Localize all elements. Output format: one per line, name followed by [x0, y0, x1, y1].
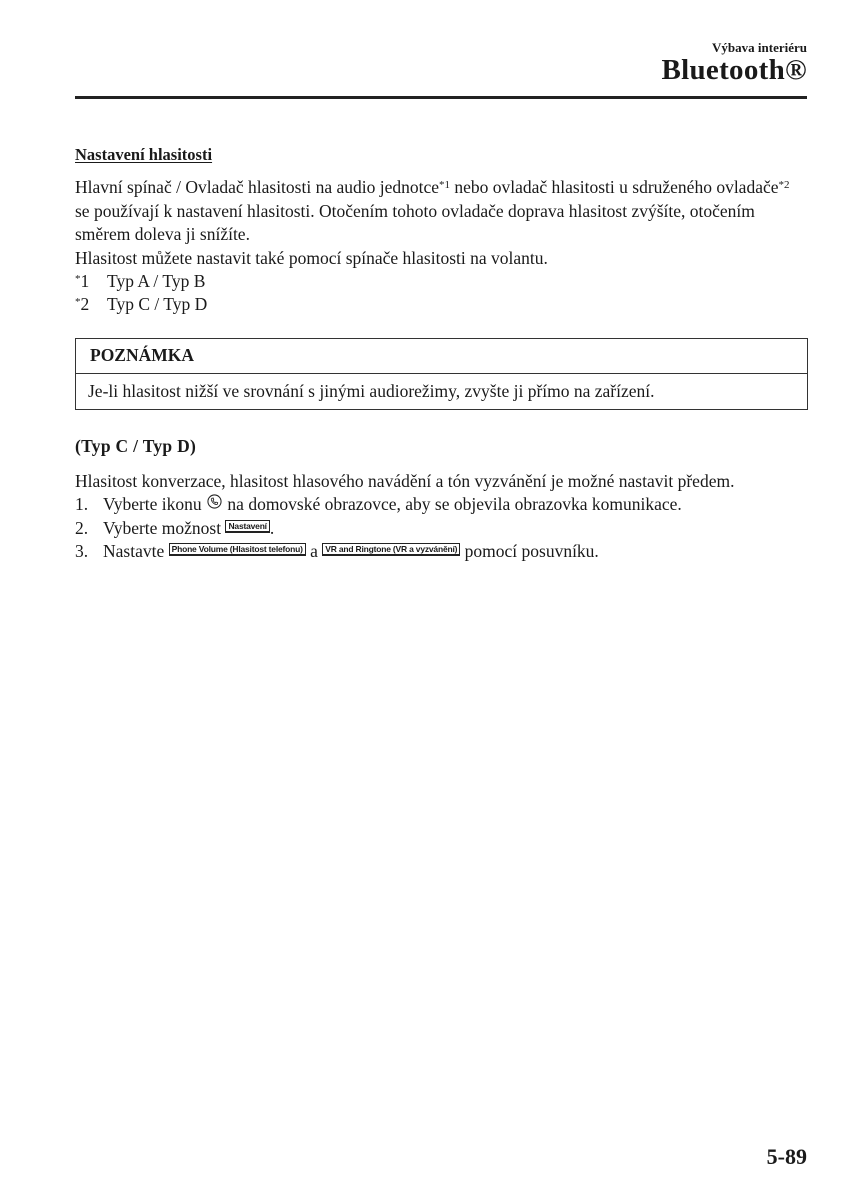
- text-fragment: se používají k nastavení hlasitosti. Otočením tohoto ovladače doprava hlasitost zvýšíte, otočením směrem doleva ji snížíte.: [75, 200, 755, 245]
- paragraph-steering-switch: Hlasitost můžete nastavit také pomocí spínače hlasitosti na volantu.: [75, 247, 548, 268]
- footnote-ref: *2: [778, 179, 790, 192]
- step-item: [75, 493, 807, 516]
- subsection-heading: (Typ C / Typ D): [75, 436, 197, 456]
- text-fragment: nebo ovladač hlasitosti u sdruženého ovladače: [450, 177, 779, 198]
- paragraph-intro: Hlasitost konverzace, hlasitost hlasového navádění a tón vyzvánění je možné nastavit předem.: [75, 471, 735, 491]
- footnote: [75, 270, 807, 293]
- text-fragment: a: [305, 541, 323, 562]
- footnote-number: 2: [80, 294, 90, 315]
- phone-volume-button-label: Phone Volume (Hlasitost telefonu): [169, 543, 306, 556]
- page-number: 5-89: [766, 1144, 807, 1169]
- footnotes: [75, 270, 807, 317]
- text-fragment: Hlavní spínač / Ovladač hlasitosti na audio jednotce: [75, 177, 439, 198]
- text-fragment: Nastavte: [103, 541, 169, 562]
- footnote-number: 1: [80, 271, 90, 292]
- step-number: 3.: [75, 541, 89, 562]
- footnote-mark: *: [75, 273, 81, 286]
- note-title: POZNÁMKA: [76, 339, 807, 374]
- volume-section: [75, 143, 807, 317]
- footnote-mark: *: [75, 296, 81, 309]
- vr-ringtone-button-label: VR and Ringtone (VR a vyzvánění): [322, 543, 460, 556]
- text-fragment: na domovské obrazovce, aby se objevila obrazovka komunikace.: [223, 494, 682, 515]
- section-label: Výbava interiéru: [712, 40, 807, 55]
- chapter-title: Bluetooth®: [661, 54, 807, 86]
- text-fragment: Vyberte ikonu: [103, 494, 207, 515]
- header-rule: [75, 96, 807, 99]
- text-fragment: Vyberte možnost: [103, 517, 226, 538]
- step-item: [75, 517, 807, 540]
- footnote-ref: *1: [439, 179, 450, 192]
- step-number: 1.: [75, 494, 89, 515]
- steps-list: [75, 493, 807, 563]
- footnote-text: Typ A / Typ B: [107, 271, 206, 292]
- footnote: [75, 293, 807, 316]
- note-box: [75, 338, 808, 410]
- section-heading: Nastavení hlasitosti: [75, 145, 213, 164]
- text-fragment: pomocí posuvníku.: [460, 541, 599, 562]
- settings-button-label: Nastavení: [225, 520, 269, 533]
- paragraph-volume-control: [75, 176, 807, 246]
- typ-cd-section: [75, 470, 807, 564]
- note-body: Je-li hlasitost nižší ve srovnání s jinými audiorežimy, zvyšte ji přímo na zařízení.: [88, 381, 655, 401]
- text-fragment: .: [269, 517, 275, 538]
- step-number: 2.: [75, 517, 89, 538]
- step-item: [75, 540, 807, 563]
- footnote-text: Typ C / Typ D: [107, 294, 208, 315]
- phone-icon: [207, 494, 222, 509]
